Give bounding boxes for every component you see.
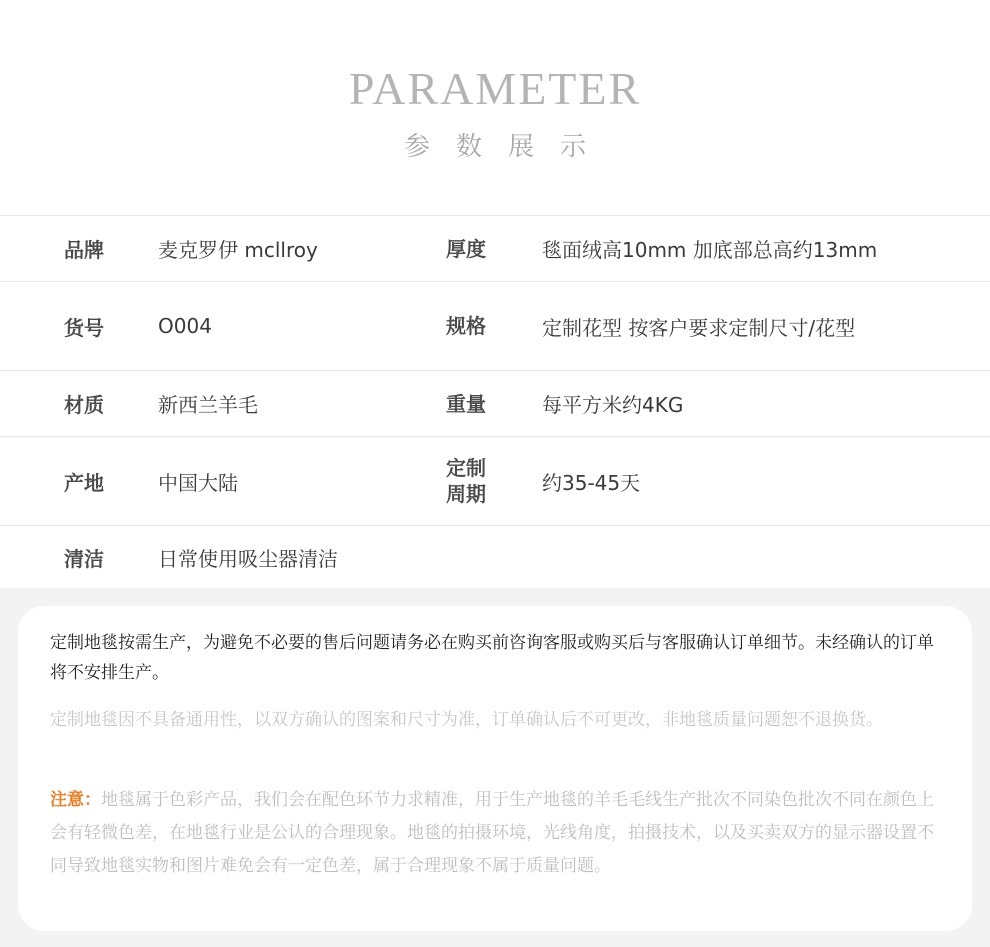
cleaning-label: 清洁 — [64, 546, 104, 571]
origin-value: 中国大陆 — [158, 470, 238, 495]
custom-period-label — [446, 455, 486, 507]
table-row — [0, 525, 990, 588]
origin-label: 产地 — [64, 470, 104, 495]
note-label: 注意： — [50, 790, 101, 810]
material-value: 新西兰羊毛 — [158, 393, 258, 417]
weight-value: 每平方米约4KG — [542, 393, 684, 417]
table-row — [0, 281, 990, 370]
material-label: 材质 — [64, 393, 104, 417]
notice-paragraph-confirm: 定制地毯按需生产，为避免不必要的售后问题请务必在购买前咨询客服或购买后与客服确认订单细节。未经确认的订单将不安排生产。 — [50, 633, 934, 683]
notice-card — [18, 606, 972, 931]
notice-paragraph-return: 定制地毯因不具备通用性，以双方确认的图案和尺寸为准，订单确认后不可更改，非地毯质量问题恕不退换货。 — [50, 710, 883, 730]
title-chinese: 参数展示 — [403, 132, 612, 162]
thickness-label: 厚度 — [446, 236, 486, 261]
parameter-table — [0, 215, 990, 588]
custom-period-label-line2: 周期 — [446, 482, 486, 506]
custom-period-value: 约35-45天 — [542, 470, 641, 495]
table-row — [0, 215, 990, 281]
notice-section — [0, 588, 990, 947]
brand-label: 品牌 — [64, 238, 104, 262]
note-text: 地毯属于色彩产品，我们会在配色环节力求精准，用于生产地毯的羊毛毛线生产批次不同染色批次不同在颜色上会有轻微色差，在地毯行业是公认的合理现象。地毯的拍摄环境，光线角度，拍摄技术，以及买卖双方的显示器设置不同导致地毯实物和图片难免会有一定色差，属于合理现象不属于质量问题。 — [50, 790, 934, 876]
thickness-value: 毯面绒高10mm 加底部总高约13mm — [542, 238, 878, 262]
item-no-label: 货号 — [64, 315, 104, 340]
brand-value: 麦克罗伊 mcllroy — [158, 238, 318, 262]
custom-period-label-line1: 定制 — [446, 456, 486, 480]
item-no-value: O004 — [158, 314, 212, 338]
cleaning-value: 日常使用吸尘器清洁 — [158, 546, 338, 571]
weight-label: 重量 — [446, 391, 486, 416]
notice-paragraph-color — [50, 784, 950, 883]
title-english: PARAMETER — [348, 63, 642, 114]
table-row — [0, 436, 990, 525]
table-row — [0, 370, 990, 436]
spec-value: 定制花型 按客户要求定制尺寸/花型 — [542, 315, 856, 340]
spec-label: 规格 — [446, 314, 486, 338]
header — [0, 0, 990, 215]
